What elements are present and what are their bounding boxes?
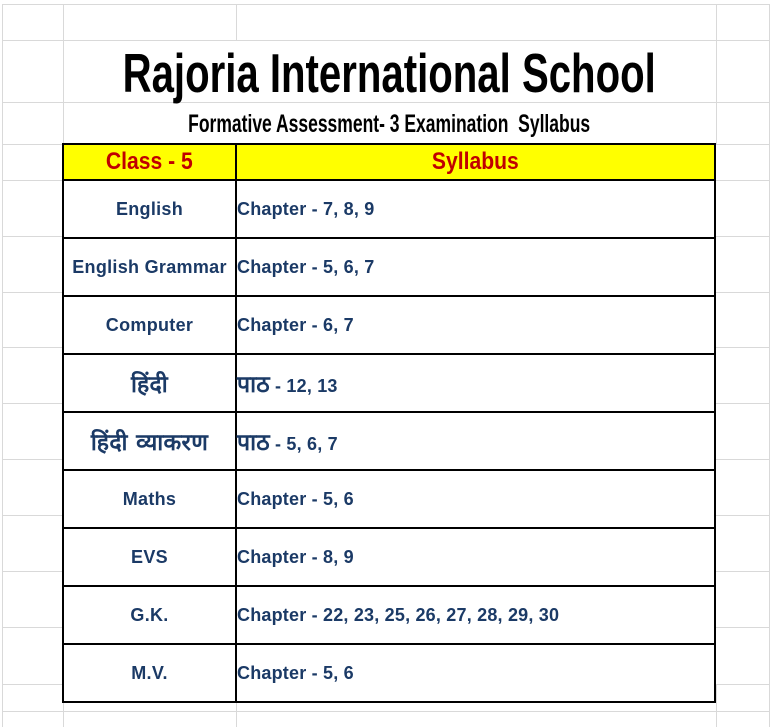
subject-cell: Maths <box>63 470 236 528</box>
table-row <box>63 296 715 354</box>
exam-subtitle <box>63 104 716 144</box>
gridline-v <box>769 4 770 727</box>
subject-cell: हिंदी <box>63 354 236 412</box>
school-title-text: Rajoria International School <box>122 42 657 104</box>
table-header-row <box>63 144 715 180</box>
syllabus-cell: पाठ - 5, 6, 7 <box>236 412 715 470</box>
syllabus-cell: Chapter - 5, 6 <box>236 644 715 702</box>
subject-cell: G.K. <box>63 586 236 644</box>
syllabus-table <box>62 143 716 703</box>
gridline-v <box>236 4 237 40</box>
table-row <box>63 528 715 586</box>
header-cell-class: Class - 5 <box>63 144 236 180</box>
subject-cell: EVS <box>63 528 236 586</box>
gridline-h <box>2 711 769 712</box>
gridline-h <box>2 4 769 5</box>
syllabus-cell: Chapter - 8, 9 <box>236 528 715 586</box>
table-row <box>63 644 715 702</box>
subject-cell: M.V. <box>63 644 236 702</box>
school-title <box>63 42 716 104</box>
subject-cell: English <box>63 180 236 238</box>
table-row <box>63 586 715 644</box>
gridline-v <box>2 4 3 727</box>
gridline-v <box>716 684 717 727</box>
table-row <box>63 354 715 412</box>
subject-cell: Computer <box>63 296 236 354</box>
exam-subtitle-text: Formative Assessment- 3 Examination Syllabus <box>188 109 591 138</box>
gridline-v <box>716 4 717 144</box>
table-row <box>63 180 715 238</box>
syllabus-cell: पाठ - 12, 13 <box>236 354 715 412</box>
table-row <box>63 470 715 528</box>
table-row <box>63 238 715 296</box>
header-cell-syllabus: Syllabus <box>236 144 715 180</box>
syllabus-cell: Chapter - 7, 8, 9 <box>236 180 715 238</box>
syllabus-cell: Chapter - 5, 6, 7 <box>236 238 715 296</box>
table-row <box>63 412 715 470</box>
syllabus-cell: Chapter - 22, 23, 25, 26, 27, 28, 29, 30 <box>236 586 715 644</box>
subject-cell: English Grammar <box>63 238 236 296</box>
syllabus-cell: Chapter - 6, 7 <box>236 296 715 354</box>
subject-cell: हिंदी व्याकरण <box>63 412 236 470</box>
syllabus-cell: Chapter - 5, 6 <box>236 470 715 528</box>
